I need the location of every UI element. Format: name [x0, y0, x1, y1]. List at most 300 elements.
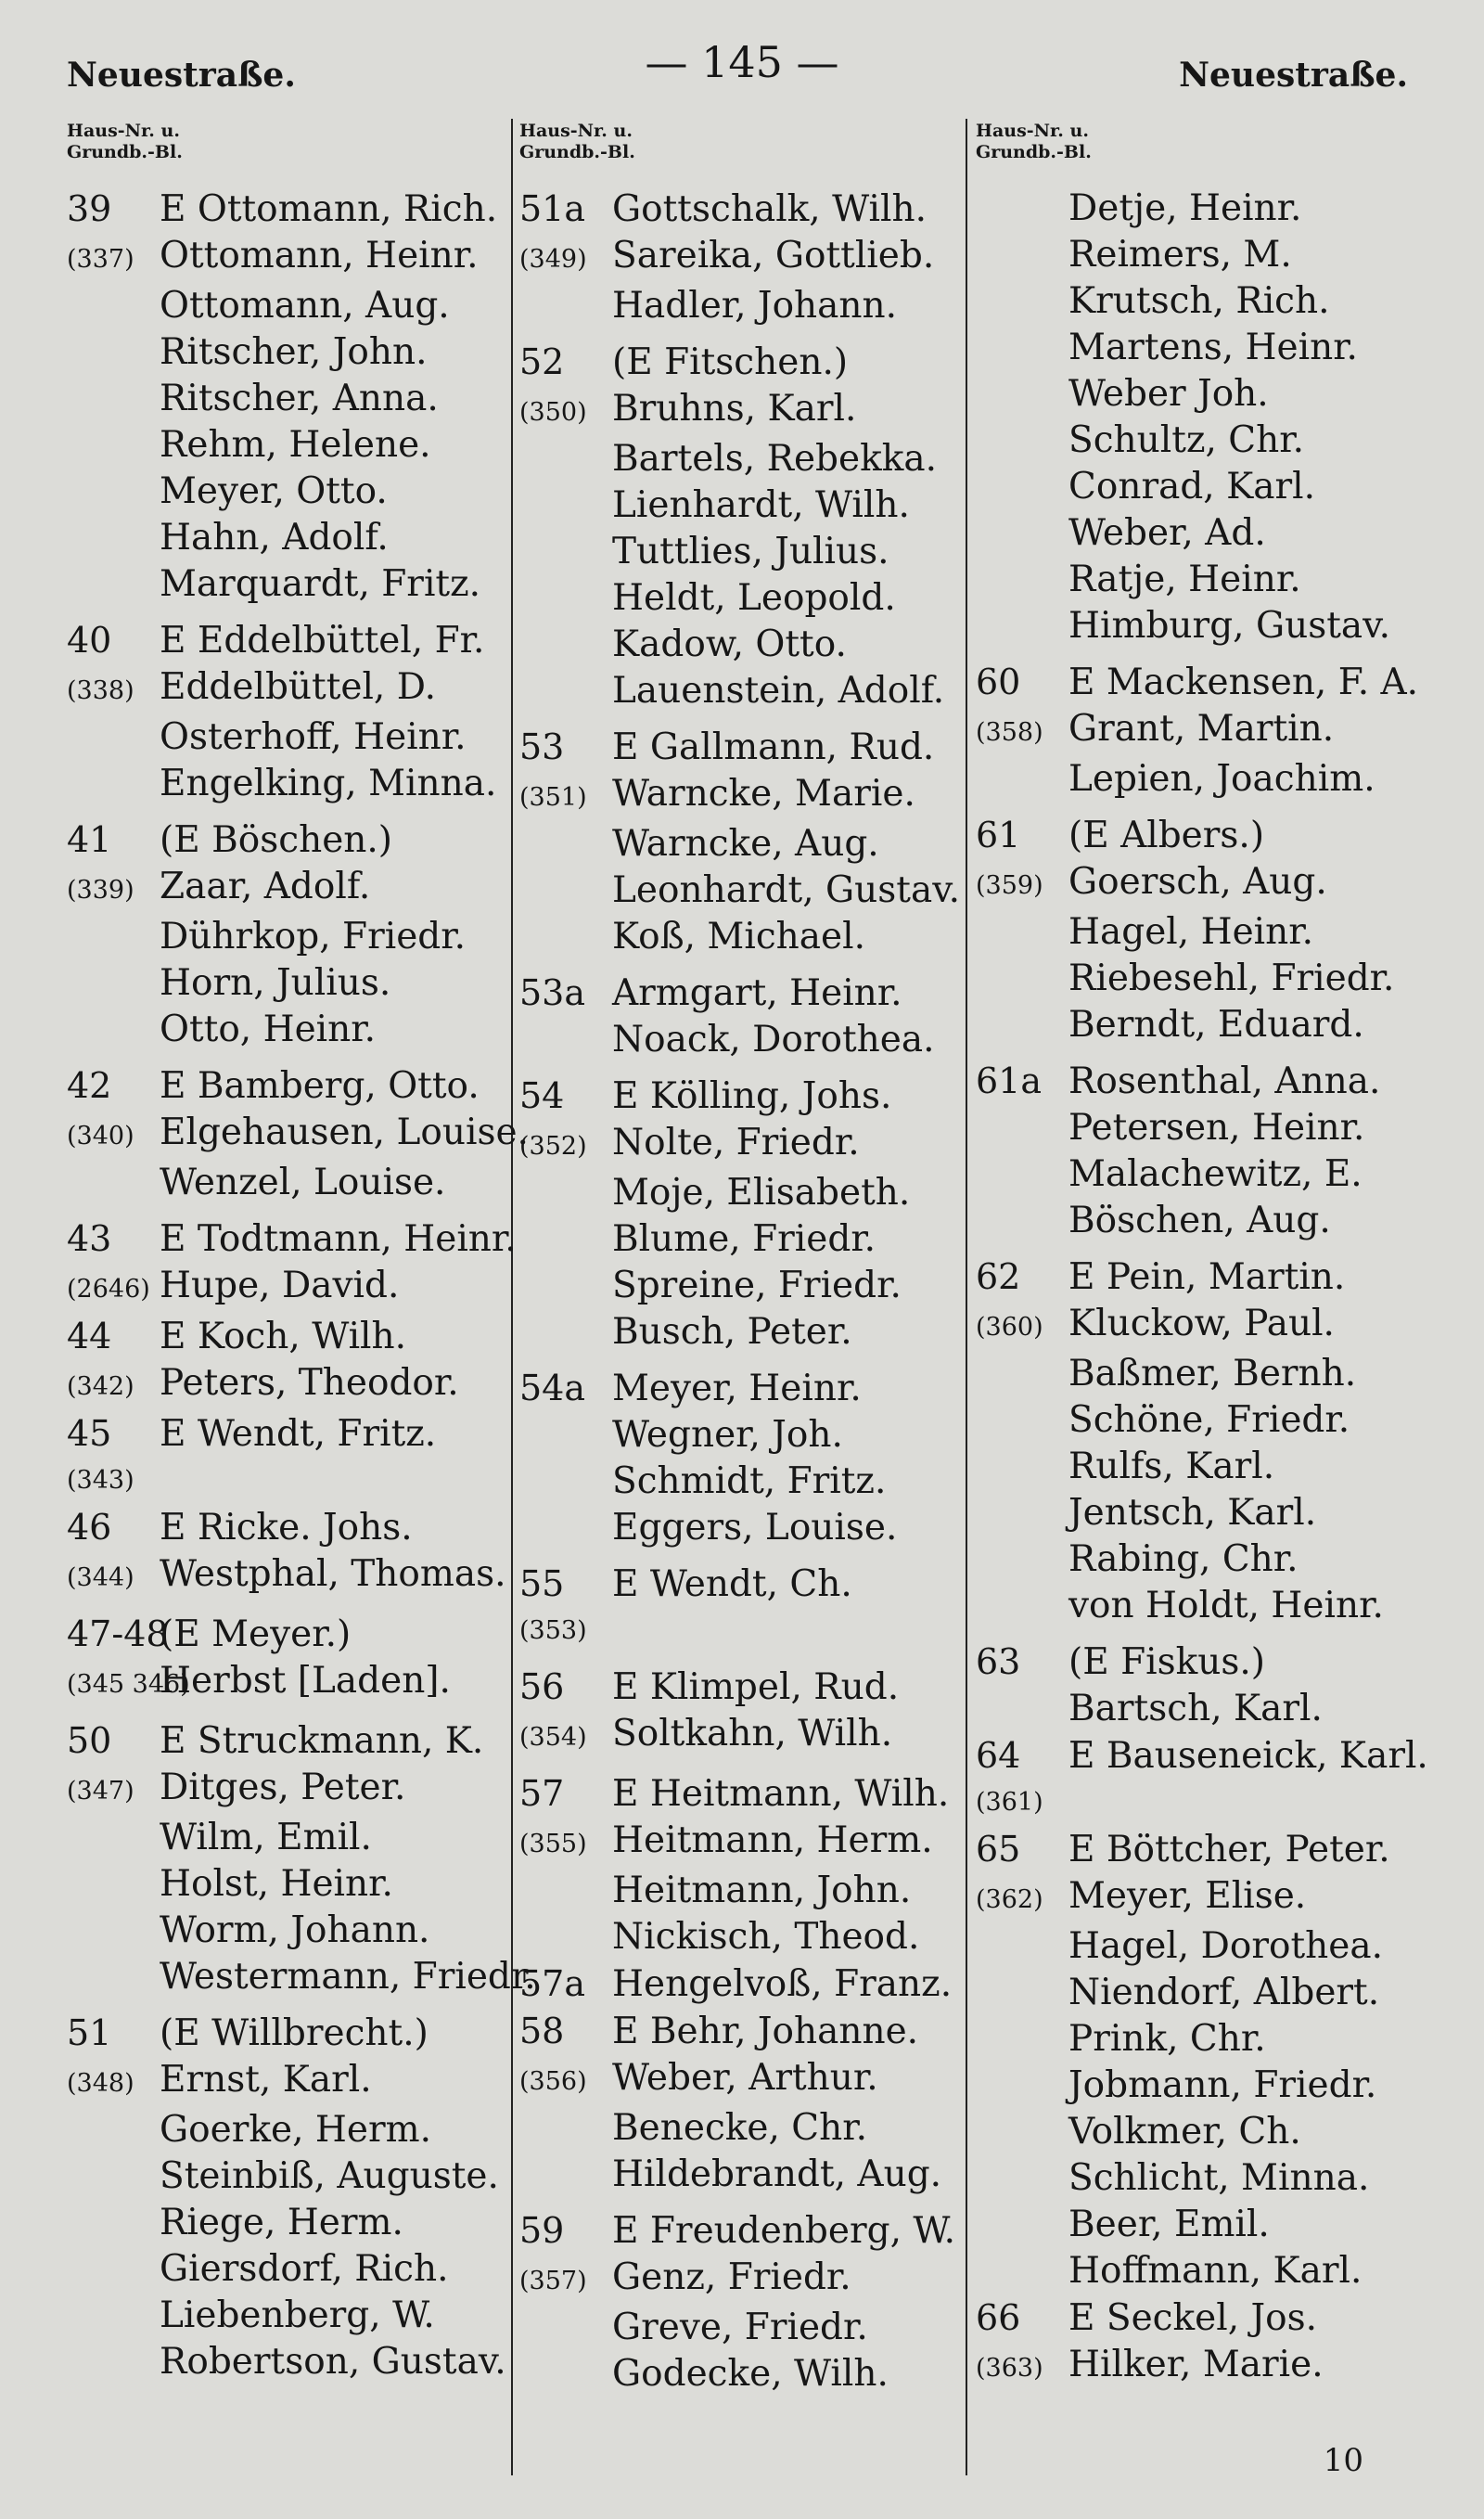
resident-name: Hoffmann, Karl.: [1068, 2250, 1362, 2292]
resident-name: Busch, Peter.: [612, 1311, 852, 1353]
directory-entry: [67, 617, 503, 664]
house-number: 58: [519, 2011, 565, 2051]
entry-list: [67, 186, 536, 2385]
directory-entry: [67, 2057, 503, 2107]
directory-entry: [976, 909, 1430, 956]
directory-entry: [976, 1826, 1430, 1873]
directory-entry: [976, 464, 1430, 510]
resident-name: Hupe, David.: [160, 1265, 400, 1306]
directory-entry: [67, 1611, 503, 1658]
directory-entry: [519, 1216, 965, 1263]
directory-entry: [67, 1551, 506, 1601]
resident-name: E Seckel, Jos.: [1068, 2297, 1318, 2339]
house-number: 54: [519, 1075, 565, 1116]
directory-entry: [976, 1639, 1430, 1686]
directory-entry: [976, 1253, 1430, 1301]
resident-name: Petersen, Heinr.: [1068, 1107, 1365, 1149]
column-divider: [966, 119, 967, 2475]
resident-name: Hilker, Marie.: [1068, 2344, 1324, 2385]
directory-entry: [976, 278, 1430, 325]
directory-entry: [67, 1062, 503, 1110]
directory-entry: [519, 1017, 965, 1063]
resident-name: Hadler, Johann.: [612, 285, 898, 327]
directory-entry: [519, 1170, 965, 1216]
house-number: 52: [519, 341, 565, 382]
directory-entry: [976, 1970, 1430, 2016]
resident-name: Osterhoff, Heinr.: [160, 716, 467, 758]
grundbuch-number: (345 346): [67, 1670, 190, 1699]
directory-entry: [519, 1561, 965, 1608]
resident-name: E Heitmann, Wilh.: [612, 1773, 950, 1815]
directory-entry: [67, 376, 503, 422]
resident-name: Peters, Theodor.: [160, 1362, 459, 1404]
directory-entry: [519, 1120, 965, 1170]
column-header: [976, 119, 1430, 186]
directory-entry: [519, 283, 965, 329]
resident-name: Rehm, Helene.: [160, 424, 431, 466]
house-number: 61a: [976, 1060, 1043, 1101]
grundbuch-number: (359): [976, 871, 1043, 900]
resident-name: E Pein, Martin.: [1068, 1256, 1346, 1298]
resident-name: Nolte, Friedr.: [612, 1122, 860, 1163]
grundbuch-number: (355): [519, 1830, 587, 1858]
resident-name: Jentsch, Karl.: [1068, 1492, 1317, 1534]
resident-name: E Böttcher, Peter.: [1068, 1829, 1390, 1870]
directory-entry: [519, 2351, 965, 2397]
directory-entry: [67, 761, 503, 807]
resident-name: Böschen, Aug.: [1068, 1200, 1331, 1241]
grundbuch-number: (354): [519, 1723, 587, 1752]
house-number: 47-48: [67, 1613, 169, 1654]
resident-name: Weber, Arthur.: [612, 2057, 878, 2099]
directory-entry: [519, 1608, 965, 1654]
resident-name: Prink, Chr.: [1068, 2018, 1266, 2060]
grundbuch-number: (344): [67, 1563, 134, 1592]
resident-name: Hagel, Heinr.: [1068, 911, 1314, 953]
directory-entry: [976, 1923, 1430, 1970]
resident-name: Beer, Emil.: [1068, 2204, 1270, 2245]
grundbuch-number: (356): [519, 2067, 587, 2096]
directory-entry: [976, 325, 1430, 371]
directory-entry: [976, 1686, 1430, 1732]
directory-entry: [519, 2055, 965, 2105]
resident-name: Hildebrandt, Aug.: [612, 2153, 942, 2195]
directory-entry: [519, 1365, 965, 1412]
directory-entry: [976, 1397, 1430, 1444]
resident-name: Warncke, Aug.: [612, 823, 879, 865]
directory-entry: [976, 812, 1430, 859]
resident-name: Otto, Heinr.: [160, 1009, 377, 1050]
directory-entry: [519, 386, 965, 436]
directory-entry: [519, 529, 965, 575]
resident-name: (E Albers.): [1068, 815, 1265, 856]
resident-name: Rosenthal, Anna.: [1068, 1060, 1381, 1102]
directory-entry: [976, 1058, 1430, 1105]
grundbuch-number: (357): [519, 2267, 587, 2295]
resident-name: Armgart, Heinr.: [612, 972, 902, 1014]
house-number: 44: [67, 1316, 112, 1356]
directory-entry: [976, 1536, 1430, 1583]
resident-name: Lienhardt, Wilh.: [612, 484, 910, 526]
directory-entry: [67, 283, 503, 329]
directory-entry: [67, 1215, 517, 1263]
directory-entry: [976, 859, 1430, 909]
resident-name: Steinbiß, Auguste.: [160, 2155, 499, 2197]
resident-name: Jobmann, Friedr.: [1068, 2064, 1377, 2106]
directory-entry: [976, 603, 1430, 649]
directory-entry: [67, 186, 503, 233]
resident-name: Ritscher, John.: [160, 331, 428, 373]
resident-name: E Klimpel, Rud.: [612, 1666, 900, 1708]
directory-entry: [67, 2200, 503, 2246]
resident-name: Ottomann, Aug.: [160, 285, 450, 327]
resident-name: Baßmer, Bernh.: [1068, 1353, 1357, 1394]
resident-name: (E Fitschen.): [612, 341, 849, 383]
directory-entry: [67, 2339, 506, 2385]
resident-name: Herbst [Laden].: [160, 1660, 451, 1702]
house-number: 45: [67, 1413, 112, 1454]
resident-name: Tuttlies, Julius.: [612, 531, 889, 572]
house-number: 39: [67, 188, 112, 229]
resident-name: Heitmann, John.: [612, 1870, 912, 1911]
directory-entry: [67, 2107, 503, 2153]
resident-name: Malachewitz, E.: [1068, 1153, 1362, 1195]
directory-entry: [519, 771, 965, 821]
resident-name: Meyer, Elise.: [1068, 1875, 1307, 1917]
resident-name: Schmidt, Fritz.: [612, 1460, 887, 1502]
column-header: [519, 119, 965, 186]
entry-list: [976, 186, 1430, 2392]
directory-entry: [519, 1868, 965, 1914]
resident-name: E Bamberg, Otto.: [160, 1065, 480, 1107]
resident-name: Himburg, Gustav.: [1068, 605, 1390, 647]
resident-name: Detje, Heinr.: [1068, 187, 1302, 229]
running-title-left: Neuestraße.: [67, 56, 296, 95]
grundbuch-number: (363): [976, 2354, 1043, 2383]
resident-name: Volkmer, Ch.: [1068, 2111, 1301, 2153]
directory-entry: [976, 186, 1430, 232]
resident-name: (E Böschen.): [160, 819, 393, 861]
directory-entry: [67, 1765, 503, 1815]
directory-entry: [67, 422, 503, 469]
house-number: 66: [976, 2297, 1021, 2338]
resident-name: Riebesehl, Friedr.: [1068, 957, 1395, 999]
directory-entry: [519, 1459, 965, 1505]
directory-entry: [519, 2008, 965, 2055]
directory-entry: [976, 557, 1430, 603]
directory-entry: [67, 1815, 503, 1861]
resident-name: Greve, Friedr.: [612, 2307, 868, 2348]
house-number: 41: [67, 819, 112, 860]
resident-name: Holst, Heinr.: [160, 1863, 393, 1905]
resident-name: Goerke, Herm.: [160, 2109, 431, 2151]
house-number: 50: [67, 1720, 112, 1761]
directory-entry: [976, 1002, 1430, 1048]
resident-name: Ditges, Peter.: [160, 1767, 406, 1808]
resident-name: Niendorf, Albert.: [1068, 1972, 1380, 2013]
resident-name: E Behr, Johanne.: [612, 2011, 919, 2052]
directory-entry: [519, 868, 965, 914]
directory-entry: [67, 664, 503, 714]
resident-name: Westphal, Thomas.: [160, 1553, 506, 1595]
directory-entry: [519, 724, 965, 771]
resident-name: Moje, Elisabeth.: [612, 1172, 911, 1214]
resident-name: Horn, Julius.: [160, 962, 391, 1004]
directory-entry: [519, 970, 965, 1017]
resident-name: Schultz, Chr.: [1068, 419, 1304, 461]
column-divider: [511, 119, 513, 2475]
resident-name: Conrad, Karl.: [1068, 466, 1315, 508]
directory-entry: [519, 1263, 965, 1309]
resident-name: (E Meyer.): [160, 1613, 352, 1655]
house-number: 55: [519, 1563, 565, 1604]
directory-entry: [519, 575, 965, 622]
resident-name: E Ricke. Johs.: [160, 1507, 413, 1549]
directory-entry: [976, 232, 1430, 278]
directory-entry: [976, 2248, 1430, 2294]
directory-entry: [976, 956, 1430, 1002]
resident-name: Soltkahn, Wilh.: [612, 1713, 893, 1754]
directory-entry: [67, 1263, 503, 1313]
directory-column-1: [67, 119, 536, 2448]
resident-name: E Eddelbüttel, Fr.: [160, 620, 485, 662]
page-header: [0, 28, 1484, 102]
house-number: 57: [519, 1773, 565, 1814]
directory-entry: [976, 1444, 1430, 1490]
directory-entry: [519, 2105, 965, 2152]
entry-list: [519, 186, 965, 2397]
resident-name: Lepien, Joachim.: [1068, 758, 1375, 800]
directory-entry: [67, 1007, 503, 1053]
resident-name: von Holdt, Heinr.: [1068, 1585, 1384, 1626]
house-number: 59: [519, 2210, 565, 2251]
grundbuch-number: (350): [519, 398, 587, 427]
directory-entry: [976, 706, 1430, 756]
resident-name: E Wendt, Fritz.: [160, 1413, 437, 1455]
column-header-line2: Grundb.-Bl.: [519, 142, 635, 162]
signature-mark: 10: [1323, 2442, 1363, 2479]
directory-entry: [67, 1717, 503, 1765]
resident-name: E Struckmann, K.: [160, 1720, 484, 1762]
directory-entry: [67, 515, 503, 561]
directory-entry: [519, 2152, 965, 2198]
resident-name: Wenzel, Louise.: [160, 1162, 446, 1203]
resident-name: Ernst, Karl.: [160, 2059, 372, 2101]
grundbuch-number: (343): [67, 1466, 134, 1495]
resident-name: Schlicht, Minna.: [1068, 2157, 1370, 2199]
column-header-line1: Haus-Nr. u.: [976, 121, 1089, 141]
directory-entry: [67, 1908, 503, 1954]
directory-column-3: [976, 119, 1430, 2448]
resident-name: Marquardt, Fritz.: [160, 563, 481, 605]
directory-entry: [519, 436, 965, 482]
grundbuch-number: (353): [519, 1616, 587, 1645]
house-number: 64: [976, 1735, 1021, 1776]
directory-entry: [67, 329, 503, 376]
directory-entry: [976, 1198, 1430, 1244]
resident-name: Eggers, Louise.: [612, 1507, 898, 1549]
house-number: 46: [67, 1507, 112, 1548]
directory-entry: [976, 2294, 1430, 2342]
resident-name: Robertson, Gustav.: [160, 2341, 506, 2383]
resident-name: E Bauseneick, Karl.: [1068, 1735, 1428, 1777]
grundbuch-number: (342): [67, 1372, 134, 1401]
grundbuch-number: (348): [67, 2069, 134, 2098]
resident-name: Weber, Ad.: [1068, 512, 1266, 554]
house-number: 60: [976, 662, 1021, 702]
resident-name: Meyer, Otto.: [160, 470, 388, 512]
grundbuch-number: (338): [67, 676, 134, 705]
directory-entry: [976, 1151, 1430, 1198]
resident-name: Sareika, Gottlieb.: [612, 235, 935, 276]
column-header-line2: Grundb.-Bl.: [67, 142, 183, 162]
running-title-right: Neuestraße.: [1179, 56, 1408, 95]
directory-entry: [976, 1351, 1430, 1397]
house-number: 51a: [519, 188, 586, 229]
resident-name: Bruhns, Karl.: [612, 388, 857, 430]
resident-name: Kluckow, Paul.: [1068, 1303, 1335, 1344]
house-number: 62: [976, 1256, 1021, 1297]
grundbuch-number: (352): [519, 1132, 587, 1161]
resident-name: Dührkop, Friedr.: [160, 916, 466, 957]
directory-entry: [976, 1490, 1430, 1536]
resident-name: Berndt, Eduard.: [1068, 1004, 1364, 1046]
resident-name: Hengelvoß, Franz.: [612, 1963, 953, 2005]
resident-name: Blume, Friedr.: [612, 1218, 876, 1260]
directory-entry: [976, 2063, 1430, 2109]
directory-entry: [519, 1505, 965, 1551]
resident-name: Reimers, M.: [1068, 234, 1292, 276]
house-number: 63: [976, 1641, 1021, 1682]
directory-entry: [67, 914, 503, 960]
directory-entry: [67, 1954, 536, 2000]
directory-entry: [67, 816, 503, 864]
directory-entry: [519, 2305, 965, 2351]
directory-entry: [519, 186, 965, 233]
directory-entry: [67, 1160, 503, 1206]
resident-name: Meyer, Heinr.: [612, 1368, 862, 1409]
resident-name: Godecke, Wilh.: [612, 2353, 889, 2395]
directory-entry: [976, 2342, 1430, 2392]
resident-name: Wegner, Joh.: [612, 1414, 843, 1456]
house-number: 53: [519, 726, 565, 767]
column-header-line2: Grundb.-Bl.: [976, 142, 1092, 162]
house-number: 54a: [519, 1368, 586, 1408]
house-number: 56: [519, 1666, 565, 1707]
grundbuch-number: (339): [67, 876, 134, 905]
directory-entry: [67, 714, 503, 761]
resident-name: Wilm, Emil.: [160, 1817, 372, 1858]
directory-entry: [976, 2202, 1430, 2248]
directory-entry: [67, 864, 503, 914]
resident-name: Heldt, Leopold.: [612, 577, 896, 619]
grundbuch-number: (358): [976, 718, 1043, 747]
house-number: 65: [976, 1829, 1021, 1870]
grundbuch-number: (337): [67, 245, 134, 274]
resident-name: E Ottomann, Rich.: [160, 188, 498, 230]
resident-name: Hahn, Adolf.: [160, 517, 389, 559]
house-number: 57a: [519, 1963, 586, 2004]
directory-entry: [519, 1914, 965, 1960]
directory-entry: [976, 659, 1430, 706]
directory-entry: [519, 482, 965, 529]
directory-entry: [976, 1732, 1430, 1780]
house-number: 43: [67, 1218, 112, 1259]
directory-entry: [67, 2246, 503, 2293]
directory-entry: [976, 1105, 1430, 1151]
directory-entry: [519, 2255, 965, 2305]
resident-name: E Gallmann, Rud.: [612, 726, 935, 768]
directory-entry: [976, 1873, 1430, 1923]
resident-name: Elgehausen, Louise.: [160, 1112, 529, 1153]
directory-entry: [519, 1073, 965, 1120]
column-header-line1: Haus-Nr. u.: [67, 121, 180, 141]
directory-entry: [519, 1412, 965, 1459]
grundbuch-number: (362): [976, 1885, 1043, 1914]
house-number: 42: [67, 1065, 112, 1106]
directory-column-2: [519, 119, 965, 2448]
resident-name: Eddelbüttel, D.: [160, 666, 437, 708]
resident-name: Ottomann, Heinr.: [160, 235, 479, 276]
resident-name: Noack, Dorothea.: [612, 1019, 935, 1060]
directory-entry: [67, 2153, 503, 2200]
resident-name: (E Fiskus.): [1068, 1641, 1266, 1683]
resident-name: E Koch, Wilh.: [160, 1316, 407, 1357]
directory-entry: [976, 1780, 1430, 1826]
directory-entry: [976, 2155, 1430, 2202]
resident-name: Benecke, Chr.: [612, 2107, 867, 2149]
directory-entry: [519, 2207, 965, 2255]
grundbuch-number: (349): [519, 245, 587, 274]
directory-entry: [976, 2109, 1430, 2155]
directory-entry: [67, 960, 503, 1007]
directory-entry: [67, 2010, 503, 2057]
directory-entry: [976, 418, 1430, 464]
resident-name: Koß, Michael.: [612, 916, 865, 957]
directory-entry: [67, 1410, 503, 1458]
house-number: 51: [67, 2012, 112, 2053]
resident-name: Genz, Friedr.: [612, 2256, 851, 2298]
resident-name: Spreine, Friedr.: [612, 1265, 902, 1306]
resident-name: Westermann, Friedr.: [160, 1956, 536, 1998]
resident-name: E Wendt, Ch.: [612, 1563, 852, 1605]
directory-entry: [67, 1504, 503, 1551]
resident-name: E Freudenberg, W.: [612, 2210, 956, 2252]
house-number: 40: [67, 620, 112, 661]
directory-entry: [976, 1583, 1430, 1629]
directory-entry: [519, 622, 965, 668]
directory-entry: [519, 1818, 965, 1868]
directory-entry: [976, 2016, 1430, 2063]
column-header: [67, 119, 503, 186]
directory-entry: [519, 1960, 965, 2008]
resident-name: Liebenberg, W.: [160, 2294, 435, 2336]
resident-name: Bartels, Rebekka.: [612, 438, 937, 480]
page-number: — 145 —: [645, 37, 839, 87]
house-number: 61: [976, 815, 1021, 855]
resident-name: Warncke, Marie.: [612, 773, 915, 815]
resident-name: E Mackensen, F. A.: [1068, 662, 1419, 703]
directory-entry: [519, 233, 965, 283]
resident-name: Grant, Martin.: [1068, 708, 1335, 750]
directory-entry: [67, 233, 503, 283]
resident-name: Gottschalk, Wilh.: [612, 188, 927, 230]
directory-entry: [519, 668, 965, 714]
resident-name: Nickisch, Theod.: [612, 1916, 920, 1958]
directory-entry: [67, 2293, 503, 2339]
directory-entry: [67, 1110, 529, 1160]
directory-entry: [976, 1301, 1430, 1351]
